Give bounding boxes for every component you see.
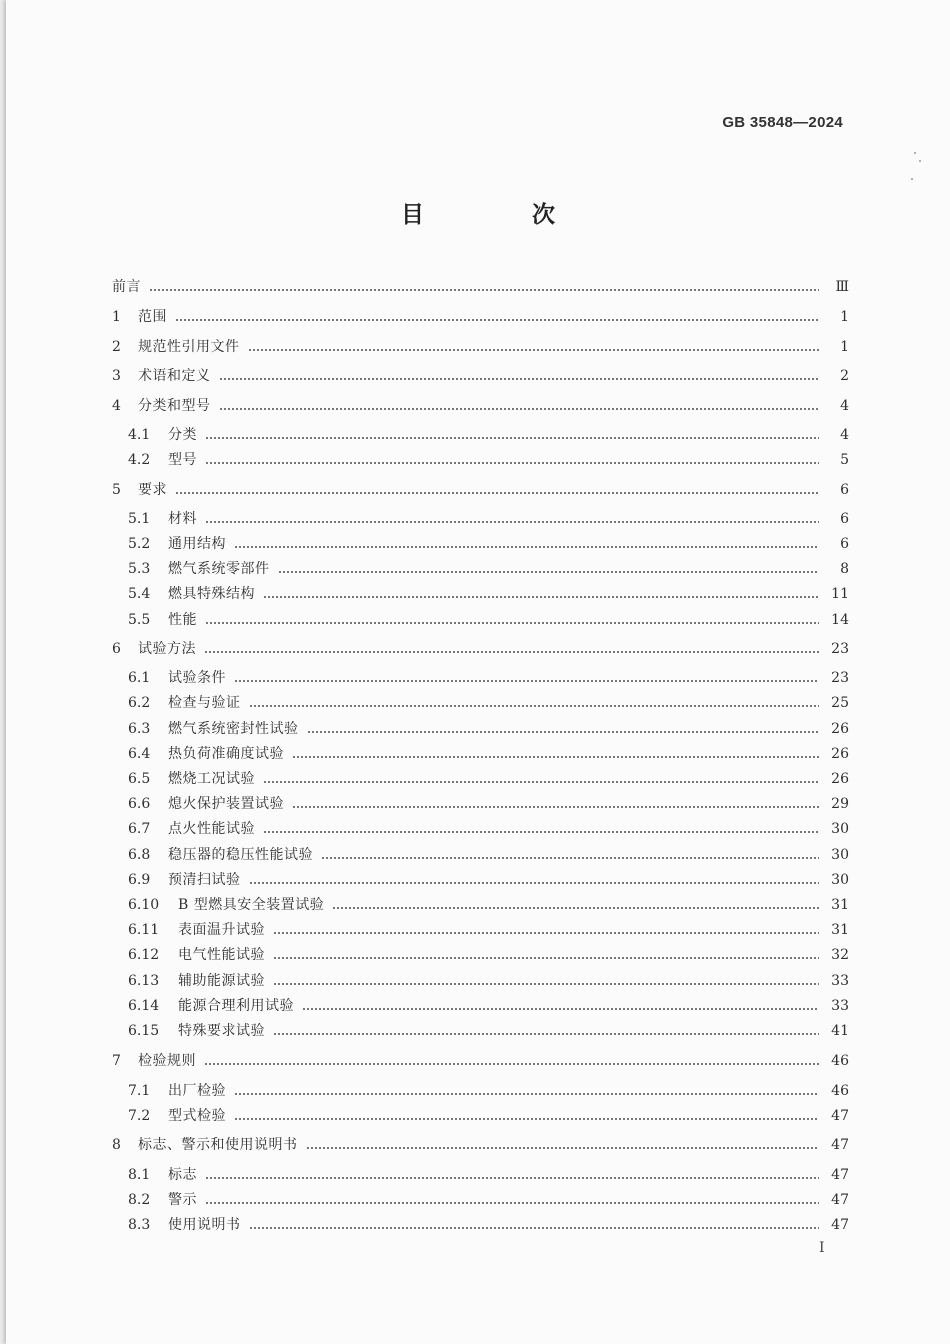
toc-entry — [6, 508, 950, 530]
toc-entry — [6, 818, 950, 840]
toc-entry-label: B 型燃具安全装置试验 — [178, 897, 325, 913]
toc-entry-number: 6.14 — [128, 998, 160, 1014]
toc-entry-number: 3 — [112, 368, 121, 384]
toc-entry-label: 预清扫试验 — [168, 872, 241, 888]
toc-leader-dots — [205, 622, 819, 624]
toc-entry-page: 4 — [840, 427, 849, 443]
toc-entry-page: 8 — [840, 561, 849, 577]
toc-leader-dots — [292, 756, 819, 758]
toc-entry — [6, 449, 950, 471]
toc-entry — [6, 869, 950, 891]
toc-entry-label: 熄火保护装置试验 — [168, 796, 284, 812]
toc-entry-page: 30 — [831, 872, 849, 888]
toc-entry-label: 点火性能试验 — [168, 821, 255, 837]
toc-entry-page: 23 — [831, 670, 849, 686]
toc-entry-page: 47 — [831, 1217, 849, 1233]
toc-leader-dots — [219, 408, 819, 410]
toc-entry-label: 使用说明书 — [168, 1217, 241, 1233]
document-page — [6, 0, 950, 1344]
toc-leader-dots — [234, 680, 819, 682]
toc-entry-page: 29 — [831, 796, 849, 812]
toc-entry-number: 6.3 — [128, 721, 151, 737]
toc-leader-dots — [219, 378, 819, 380]
toc-entry-label: 性能 — [168, 612, 197, 628]
toc-leader-dots — [321, 857, 819, 859]
toc-entry — [6, 479, 950, 501]
toc-entry — [6, 768, 950, 790]
toc-entry-page: 25 — [831, 695, 849, 711]
toc-leader-dots — [307, 731, 819, 733]
toc-leader-dots — [263, 596, 819, 598]
toc-leader-dots — [332, 907, 819, 909]
toc-entry — [6, 424, 950, 446]
toc-leader-dots — [205, 1177, 819, 1179]
toc-leader-dots — [234, 1093, 819, 1095]
toc-entry — [6, 1214, 950, 1236]
toc-entry — [6, 844, 950, 866]
toc-entry-page: 47 — [831, 1192, 849, 1208]
toc-entry-label: 试验条件 — [168, 670, 226, 686]
toc-entry-number: 6.15 — [128, 1023, 160, 1039]
toc-entry-page: 6 — [840, 511, 849, 527]
toc-entry-label: 特殊要求试验 — [178, 1023, 265, 1039]
toc-entry-label: 规范性引用文件 — [138, 339, 240, 355]
toc-entry-page: 46 — [831, 1053, 849, 1069]
toc-entry-label: 电气性能试验 — [178, 947, 265, 963]
toc-entry-number: 6 — [112, 641, 121, 657]
toc-entry-number: 6.12 — [128, 947, 160, 963]
toc-entry-label: 警示 — [168, 1192, 197, 1208]
toc-entry-page: 32 — [831, 947, 849, 963]
toc-leader-dots — [249, 705, 819, 707]
toc-entry — [6, 692, 950, 714]
toc-entry-number: 5.4 — [128, 586, 151, 602]
toc-entry — [6, 1080, 950, 1102]
toc-leader-dots — [205, 1202, 819, 1204]
toc-leader-dots — [302, 1008, 819, 1010]
toc-entry — [6, 995, 950, 1017]
toc-entry-number: 6.7 — [128, 821, 151, 837]
toc-entry-number: 7.2 — [128, 1108, 151, 1124]
toc-leader-dots — [273, 983, 819, 985]
toc-entry-label: 燃气系统零部件 — [168, 561, 270, 577]
toc-entry-number: 6.2 — [128, 695, 151, 711]
toc-entry-page: 1 — [840, 309, 849, 325]
toc-leader-dots — [205, 437, 819, 439]
toc-entry-number: 7 — [112, 1053, 121, 1069]
toc-entry-label: 能源合理利用试验 — [178, 998, 294, 1014]
toc-entry-number: 6.11 — [128, 922, 160, 938]
toc-entry — [6, 1189, 950, 1211]
page-title: 目 次 — [400, 202, 605, 228]
toc-entry-label: 燃具特殊结构 — [168, 586, 255, 602]
toc-entry-number: 6.6 — [128, 796, 151, 812]
toc-entry-label: 试验方法 — [138, 641, 196, 657]
toc-entry-page: 6 — [840, 536, 849, 552]
toc-entry-number: 8.1 — [128, 1167, 151, 1183]
toc-leader-dots — [306, 1147, 819, 1149]
toc-entry-page: 5 — [840, 452, 849, 468]
toc-entry-page: 2 — [840, 368, 849, 384]
toc-entry-number: 1 — [112, 309, 121, 325]
toc-leader-dots — [249, 1227, 819, 1229]
toc-entry-page: 30 — [831, 821, 849, 837]
toc-entry-number: 4 — [112, 398, 121, 414]
toc-entry — [6, 395, 950, 417]
toc-entry-number: 5.1 — [128, 511, 151, 527]
toc-entry-label: 前言 — [112, 279, 141, 295]
toc-leader-dots — [175, 319, 819, 321]
scan-speck — [919, 160, 921, 162]
toc-entry-label: 标志、警示和使用说明书 — [138, 1137, 298, 1153]
toc-entry-label: 术语和定义 — [138, 368, 211, 384]
toc-entry — [6, 1164, 950, 1186]
toc-entry-page: 26 — [831, 771, 849, 787]
toc-entry-page: 1 — [840, 339, 849, 355]
toc-entry-page: 11 — [831, 586, 849, 602]
toc-leader-dots — [273, 932, 819, 934]
toc-entry-page: 47 — [831, 1167, 849, 1183]
toc-entry-page: 31 — [831, 922, 849, 938]
toc-leader-dots — [292, 806, 819, 808]
toc-entry — [6, 638, 950, 660]
toc-entry-label: 燃气系统密封性试验 — [168, 721, 299, 737]
toc-entry — [6, 944, 950, 966]
toc-leader-dots — [204, 651, 819, 653]
toc-leader-dots — [204, 1063, 819, 1065]
toc-entry-number: 8.3 — [128, 1217, 151, 1233]
toc-entry — [6, 919, 950, 941]
toc-leader-dots — [205, 521, 819, 523]
toc-entry-label: 型号 — [168, 452, 197, 468]
toc-entry — [6, 609, 950, 631]
toc-leader-dots — [263, 831, 819, 833]
toc-entry — [6, 1105, 950, 1127]
toc-entry — [6, 1134, 950, 1156]
toc-entry — [6, 743, 950, 765]
toc-entry-number: 2 — [112, 339, 121, 355]
toc-entry — [6, 1050, 950, 1072]
toc-entry-page: Ⅲ — [835, 279, 849, 295]
toc-entry-label: 辅助能源试验 — [178, 973, 265, 989]
toc-entry — [6, 793, 950, 815]
toc-entry-label: 标志 — [168, 1167, 197, 1183]
toc-leader-dots — [175, 492, 819, 494]
toc-entry — [6, 894, 950, 916]
toc-entry-page: 47 — [831, 1137, 849, 1153]
toc-entry-page: 30 — [831, 847, 849, 863]
toc-entry-number: 6.13 — [128, 973, 160, 989]
toc-leader-dots — [273, 1033, 819, 1035]
page-folio: I — [819, 1240, 825, 1256]
toc-entry-page: 6 — [840, 482, 849, 498]
toc-entry — [6, 1020, 950, 1042]
toc-leader-dots — [278, 571, 819, 573]
toc-entry-label: 检查与验证 — [168, 695, 241, 711]
toc-entry-page: 33 — [831, 973, 849, 989]
toc-leader-dots — [149, 289, 819, 291]
toc-entry-label: 材料 — [168, 511, 197, 527]
toc-entry-page: 46 — [831, 1083, 849, 1099]
toc-entry — [6, 718, 950, 740]
toc-entry-label: 分类和型号 — [138, 398, 211, 414]
toc-entry-page: 23 — [831, 641, 849, 657]
toc-entry-number: 6.10 — [128, 897, 160, 913]
toc-entry-number: 6.5 — [128, 771, 151, 787]
toc-entry — [6, 583, 950, 605]
toc-entry-number: 8 — [112, 1137, 121, 1153]
toc-entry-number: 4.2 — [128, 452, 151, 468]
toc-entry — [6, 365, 950, 387]
scan-speck — [914, 152, 916, 154]
toc-entry-page: 14 — [831, 612, 849, 628]
toc-entry — [6, 533, 950, 555]
toc-entry-number: 6.9 — [128, 872, 151, 888]
toc-leader-dots — [234, 546, 819, 548]
toc-leader-dots — [205, 462, 819, 464]
toc-entry — [6, 667, 950, 689]
toc-leader-dots — [248, 349, 819, 351]
scan-speck — [911, 178, 913, 180]
toc-entry-number: 6.8 — [128, 847, 151, 863]
toc-entry-label: 分类 — [168, 427, 197, 443]
toc-entry-label: 通用结构 — [168, 536, 226, 552]
toc-entry-number: 5.5 — [128, 612, 151, 628]
toc-entry-page: 4 — [840, 398, 849, 414]
toc-entry-label: 范围 — [138, 309, 167, 325]
toc-entry-page: 31 — [831, 897, 849, 913]
toc-leader-dots — [249, 882, 819, 884]
toc-entry-label: 型式检验 — [168, 1108, 226, 1124]
toc-entry-label: 热负荷准确度试验 — [168, 746, 284, 762]
toc-entry — [6, 970, 950, 992]
toc-entry-page: 26 — [831, 721, 849, 737]
toc-entry-number: 7.1 — [128, 1083, 151, 1099]
toc-entry-label: 要求 — [138, 482, 167, 498]
toc-entry-number: 6.4 — [128, 746, 151, 762]
toc-leader-dots — [234, 1118, 819, 1120]
toc-entry-label: 稳压器的稳压性能试验 — [168, 847, 313, 863]
toc-entry-label: 出厂检验 — [168, 1083, 226, 1099]
toc-entry-page: 47 — [831, 1108, 849, 1124]
toc-entry-number: 8.2 — [128, 1192, 151, 1208]
toc-entry-number: 5.2 — [128, 536, 151, 552]
toc-entry-label: 表面温升试验 — [178, 922, 265, 938]
standard-number: GB 35848—2024 — [722, 114, 843, 131]
toc-entry-number: 5 — [112, 482, 121, 498]
toc-entry-label: 检验规则 — [138, 1053, 196, 1069]
toc-entry-number: 6.1 — [128, 670, 151, 686]
toc-entry — [6, 306, 950, 328]
toc-entry-number: 5.3 — [128, 561, 151, 577]
toc-leader-dots — [273, 957, 819, 959]
toc-entry — [6, 558, 950, 580]
toc-entry-page: 33 — [831, 998, 849, 1014]
toc-entry — [6, 276, 950, 298]
toc-entry-label: 燃烧工况试验 — [168, 771, 255, 787]
toc-entry-page: 41 — [831, 1023, 849, 1039]
toc-entry-number: 4.1 — [128, 427, 151, 443]
toc-entry-page: 26 — [831, 746, 849, 762]
toc-leader-dots — [263, 781, 819, 783]
toc-entry — [6, 336, 950, 358]
